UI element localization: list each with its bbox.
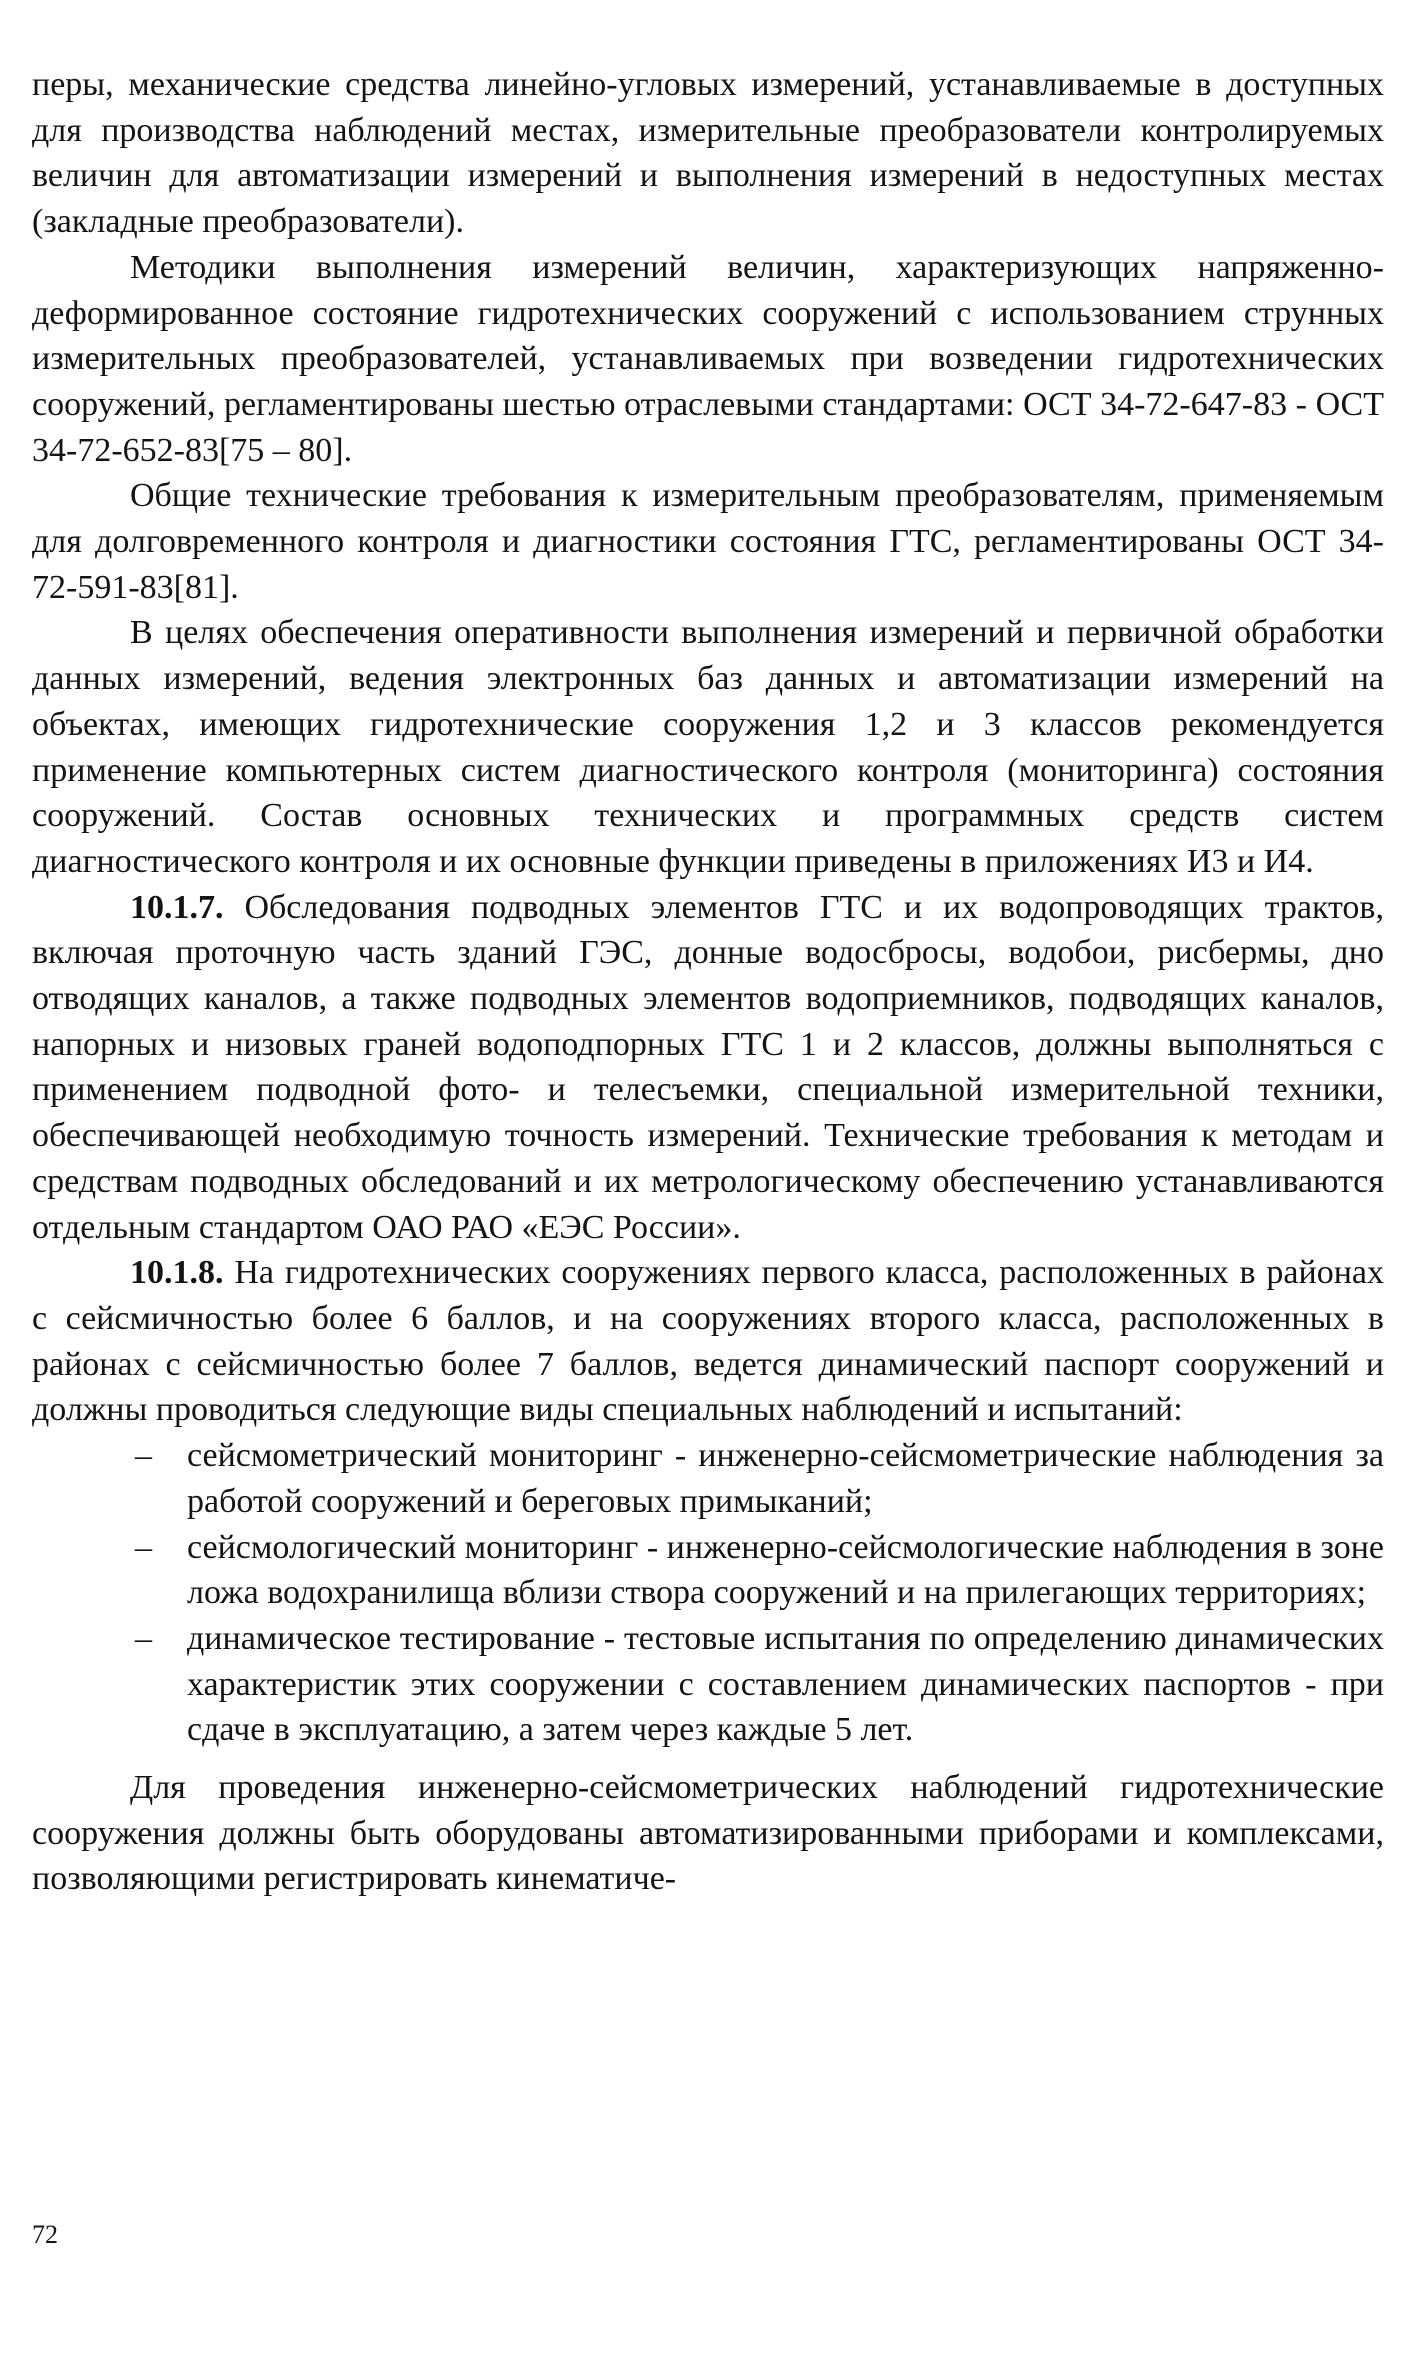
paragraph-continuation: перы, механические средства линейно-угловых измерений, устанавливаемые в доступных для производства наблюдений местах, измерительные преобразователи контролируемых величин для автоматизации измерений и выполнения измерений в недоступных местах (закладные преобразователи).	[32, 66, 1384, 241]
section-text: Обследования подводных элементов ГТС и их водопроводящих трактов, включая проточную часть зданий ГЭС, донные водосбросы, водобои, рисбермы, дно отводящих каналов, а также подводных элементов водоприемников, подводящих каналов, напорных и низовых граней водоподпорных ГТС 1 и 2 классов, должны выполняться с применением подводной фото- и телесъемки, специальной измерительной техники, обеспечивающей необходимую точность измерений. Технические требования к методам и средствам подводных обследований и их метрологическому обеспечению устанавливаются отдельным стандартом ОАО РАО «ЕЭС России».	[32, 888, 1384, 1246]
list-item	[32, 1616, 1384, 1753]
observation-list	[32, 1433, 1384, 1753]
paragraph-monitoring-systems: В целях обеспечения оперативности выполнения измерений и первичной обработки данных измерений, ведения электронных баз данных и автоматизации измерений на объектах, имеющих гидротехнические сооружения 1,2 и 3 классов рекомендуется применение компьютерных систем диагностического контроля (мониторинга) состояния сооружений. Состав основных технических и программных средств систем диагностического контроля и их основные функции приведены в приложениях И3 и И4.	[32, 614, 1384, 880]
section-10-1-8	[32, 1250, 1384, 1433]
section-text: На гидротехнических сооружениях первого класса, расположенных в районах с сейсмичностью более 6 баллов, и на сооружениях второго класса, расположенных в районах с сейсмичностью более 7 баллов, ведется динамический паспорт сооружений и должны проводиться следующие виды специальных наблюдений и испытаний:	[32, 1254, 1384, 1429]
section-number: 10.1.8.	[130, 1254, 224, 1292]
document-page	[32, 62, 1384, 1902]
list-item-text: сейсмометрический мониторинг - инженерно-сейсмометрические наблюдения за работой сооружений и береговых примыканий;	[187, 1437, 1384, 1520]
paragraph-closing: Для проведения инженерно-сейсмометрических наблюдений гидротехнические сооружения должны быть оборудованы автоматизированными приборами и комплексами, позволяющими регистрировать кинематиче-	[32, 1769, 1384, 1898]
list-dash: –	[135, 1528, 152, 1566]
paragraph-requirements: Общие технические требования к измерительным преобразователям, применяемым для долговременного контроля и диагностики состояния ГТС, регламентированы ОСТ 34-72-591-83[81].	[32, 477, 1384, 606]
list-dash: –	[135, 1437, 152, 1475]
section-number: 10.1.7.	[130, 888, 224, 926]
list-item	[32, 1433, 1384, 1524]
list-dash: –	[135, 1619, 152, 1657]
list-item-text: сейсмологический мониторинг - инженерно-сейсмологические наблюдения в зоне ложа водохранилища вблизи створа сооружений и на прилегающих территориях;	[187, 1528, 1384, 1612]
page-number: 72	[32, 2220, 58, 2249]
list-item-text: динамическое тестирование - тестовые испытания по определению динамических характеристик этих сооружении с составлением динамических паспортов - при сдаче в эксплуатацию, а затем через каждые 5 лет.	[187, 1619, 1384, 1749]
list-item	[32, 1525, 1384, 1616]
paragraph-methods: Методики выполнения измерений величин, характеризующих напряженно-деформированное состояние гидротехнических сооружений с использованием струнных измерительных преобразователей, устанавливаемых при возведении гидротехнических сооружений, регламентированы шестью отраслевыми стандартами: ОСТ 34-72-647-83 - ОСТ 34-72-652-83[75 – 80].	[32, 248, 1384, 469]
section-10-1-7	[32, 885, 1384, 1251]
